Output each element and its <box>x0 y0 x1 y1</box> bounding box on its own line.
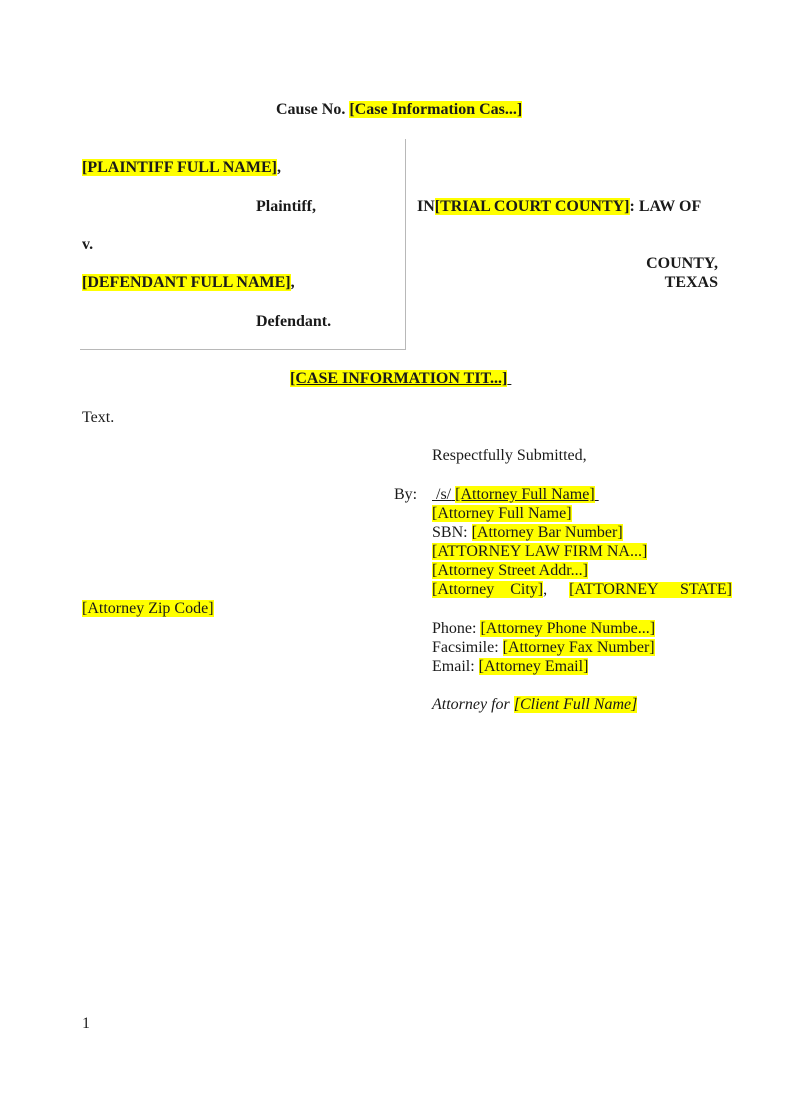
body-text: Text. <box>82 409 115 426</box>
cause-number-label: Cause No. <box>276 101 346 118</box>
trial-court-county-field[interactable]: [TRIAL COURT COUNTY] <box>434 198 630 215</box>
document-title <box>290 371 511 387</box>
case-information-title-field[interactable]: [CASE INFORMATION TIT...] <box>290 370 508 387</box>
versus-label: v. <box>82 236 94 253</box>
sbn-label: SBN: <box>432 524 468 541</box>
state-label: TEXAS <box>664 274 718 291</box>
county-label: COUNTY, <box>646 255 718 272</box>
defendant-comma: , <box>290 274 295 291</box>
attorney-fax-field[interactable]: [Attorney Fax Number] <box>502 639 655 656</box>
by-label: By: <box>394 486 418 503</box>
plaintiff-role: Plaintiff, <box>256 198 316 215</box>
plaintiff-name-line <box>82 160 281 176</box>
zip-line <box>82 601 214 617</box>
city-state-line <box>432 582 732 598</box>
attorney-street-field[interactable]: [Attorney Street Addr...] <box>432 562 588 579</box>
signature-line <box>432 487 599 503</box>
plaintiff-comma: , <box>276 159 281 176</box>
phone-label: Phone: <box>432 620 477 637</box>
attorney-city-field[interactable]: [Attorney City] <box>432 581 544 598</box>
attorney-email-field[interactable]: [Attorney Email] <box>478 658 589 675</box>
street-line <box>432 563 588 579</box>
attorney-state-field[interactable]: [ATTORNEY STATE] <box>569 581 732 598</box>
client-name-field[interactable]: [Client Full Name] <box>513 696 638 713</box>
defendant-name-line <box>82 275 295 291</box>
sbn-line <box>432 525 623 541</box>
caption-divider <box>405 139 406 349</box>
phone-line <box>432 621 655 637</box>
cause-number-line <box>276 102 522 118</box>
email-line <box>432 659 588 675</box>
attorney-zip-field[interactable]: [Attorney Zip Code] <box>82 600 214 617</box>
attorney-for-line <box>432 697 637 713</box>
defendant-name-field[interactable]: [DEFENDANT FULL NAME] <box>82 274 291 291</box>
signature-prefix: /s/ <box>436 486 452 503</box>
attorney-law-firm-field[interactable]: [ATTORNEY LAW FIRM NA...] <box>432 543 648 560</box>
respectfully-submitted: Respectfully Submitted, <box>432 447 587 464</box>
defendant-role: Defendant. <box>256 313 332 330</box>
attorney-for-label: Attorney for <box>432 696 510 713</box>
attorney-bar-number-field[interactable]: [Attorney Bar Number] <box>471 524 623 541</box>
page-number: 1 <box>82 1015 90 1032</box>
attorney-name-line <box>432 506 572 522</box>
firm-line <box>432 544 647 560</box>
fax-label: Facsimile: <box>432 639 499 656</box>
court-line <box>417 199 701 215</box>
cause-number-field[interactable]: [Case Information Cas...] <box>349 101 523 118</box>
attorney-name-field[interactable]: [Attorney Full Name] <box>432 505 572 522</box>
court-suffix: : LAW OF <box>629 198 702 215</box>
email-label: Email: <box>432 658 475 675</box>
fax-line <box>432 640 655 656</box>
plaintiff-name-field[interactable]: [PLAINTIFF FULL NAME] <box>82 159 277 176</box>
caption-bottom-border <box>80 349 406 350</box>
attorney-phone-field[interactable]: [Attorney Phone Numbe...] <box>480 620 656 637</box>
city-comma: , <box>543 581 548 598</box>
court-prefix: IN <box>417 198 435 215</box>
signature-attorney-name-field[interactable]: [Attorney Full Name] <box>455 486 595 503</box>
